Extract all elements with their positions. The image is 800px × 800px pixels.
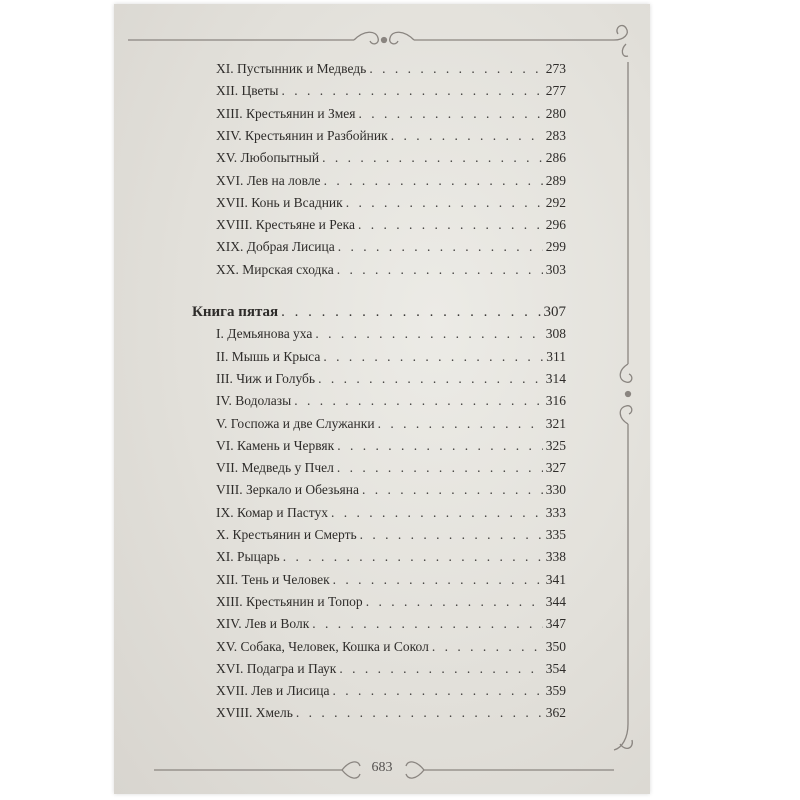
entry-page-number: 296 [545, 217, 566, 233]
entry-title: IX. Комар и Пастух [216, 504, 328, 520]
toc-entry [216, 349, 566, 371]
leader-dots [333, 572, 543, 588]
entry-page-number: 286 [545, 150, 566, 166]
entry-title: XV. Любопытный [216, 150, 320, 166]
toc-entry [216, 639, 566, 661]
entry-title: XI. Рыцарь [216, 549, 280, 565]
entry-page-number: 354 [545, 660, 566, 676]
entry-title: XVIII. Крестьяне и Река [216, 217, 355, 233]
toc-entry [216, 572, 566, 594]
toc-entry [216, 594, 566, 616]
entry-page-number: 344 [545, 593, 566, 609]
leader-dots [358, 106, 542, 122]
toc-entry [216, 195, 566, 217]
entry-page-number: 280 [545, 105, 566, 121]
entry-page-number: 289 [545, 172, 566, 188]
toc-entry [216, 505, 566, 527]
entry-page-number: 333 [545, 504, 566, 520]
entry-page-number: 283 [545, 127, 566, 143]
entry-title: XIII. Крестьянин и Змея [216, 105, 356, 121]
leader-dots [360, 527, 543, 543]
entry-title: VII. Медведь у Пчел [216, 460, 334, 476]
page-number: 683 [371, 760, 393, 775]
entry-title: XVI. Лев на ловле [216, 172, 321, 188]
section-title: Книга пятая [192, 304, 279, 320]
toc-entry [216, 61, 566, 83]
leader-dots [323, 349, 543, 365]
entry-page-number: 299 [545, 239, 566, 255]
entry-title: XIV. Крестьянин и Разбойник [216, 127, 388, 143]
toc-entry [216, 393, 566, 415]
toc-entry [216, 326, 566, 348]
leader-dots [338, 239, 543, 255]
toc-entry [216, 683, 566, 705]
toc-entry [216, 482, 566, 504]
entry-page-number: 303 [545, 261, 566, 277]
leader-dots [324, 173, 543, 189]
entry-title: XVII. Конь и Всадник [216, 194, 343, 210]
leader-dots [432, 639, 543, 655]
toc-entry [216, 106, 566, 128]
entry-title: X. Крестьянин и Смерть [216, 527, 357, 542]
entry-title: XVI. Подагра и Паук [216, 660, 337, 676]
toc-entry [216, 150, 566, 172]
leader-dots [366, 594, 543, 610]
leader-dots [282, 83, 543, 99]
leader-dots [281, 304, 540, 321]
entry-title: XV. Собака, Человек, Кошка и Сокол [216, 638, 429, 654]
book-page [114, 4, 650, 794]
entry-title: XII. Цветы [216, 83, 279, 99]
entry-title: XVII. Лев и Лисица [216, 683, 330, 699]
leader-dots [294, 393, 543, 409]
toc-entry [216, 128, 566, 150]
toc-entry [216, 549, 566, 571]
leader-dots [378, 416, 543, 432]
entry-page-number: 308 [545, 326, 566, 342]
toc-entry [216, 460, 566, 482]
toc-section-heading [192, 304, 566, 326]
leader-dots [346, 195, 543, 211]
toc-entry [216, 438, 566, 460]
leader-dots [339, 661, 542, 677]
toc-entry [216, 217, 566, 239]
toc-entry [216, 371, 566, 393]
entry-title: XIV. Лев и Волк [216, 616, 310, 632]
entry-title: IV. Водолазы [216, 393, 292, 409]
toc-entry [216, 616, 566, 638]
entry-page-number: 327 [545, 460, 566, 476]
toc-entry [216, 83, 566, 105]
table-of-contents [114, 4, 650, 794]
entry-title: I. Демьянова уха [216, 326, 313, 342]
leader-dots [391, 128, 543, 144]
entry-title: XVIII. Хмель [216, 705, 293, 721]
leader-dots [337, 460, 543, 476]
entry-page-number: 325 [545, 437, 566, 453]
leader-dots [369, 61, 542, 77]
leader-dots [337, 262, 543, 278]
entry-title: XII. Тень и Человек [216, 571, 330, 587]
toc-entry [216, 262, 566, 284]
toc-entry [216, 173, 566, 195]
entry-page-number: 314 [545, 370, 566, 386]
entry-page-number: 338 [545, 549, 566, 565]
leader-dots [318, 371, 543, 387]
entry-page-number: 359 [545, 683, 566, 699]
entry-title: XX. Мирская сходка [216, 261, 334, 277]
entry-page-number: 321 [545, 415, 566, 431]
entry-page-number: 330 [545, 482, 566, 498]
leader-dots [283, 549, 543, 565]
toc-entry [216, 239, 566, 261]
entry-title: VIII. Зеркало и Обезьяна [216, 482, 359, 498]
toc-entry [216, 661, 566, 683]
leader-dots [337, 438, 543, 454]
leader-dots [362, 482, 543, 498]
entry-title: XI. Пустынник и Медведь [216, 61, 367, 76]
entry-title: III. Чиж и Голубь [216, 370, 316, 386]
entry-title: VI. Камень и Червяк [216, 437, 335, 453]
entry-title: II. Мышь и Крыса [216, 348, 321, 364]
leader-dots [358, 217, 543, 233]
leader-dots [322, 150, 543, 166]
leader-dots [296, 705, 543, 721]
entry-page-number: 311 [546, 348, 566, 364]
leader-dots [312, 616, 542, 632]
toc-entry [216, 527, 566, 549]
leader-dots [332, 683, 542, 699]
toc-entry [216, 416, 566, 438]
entry-page-number: 273 [545, 61, 566, 76]
leader-dots [315, 326, 542, 342]
entry-page-number: 335 [545, 527, 566, 542]
entry-page-number: 362 [545, 705, 566, 721]
entry-title: XIII. Крестьянин и Топор [216, 593, 363, 609]
entry-page-number: 277 [545, 83, 566, 99]
section-page-number: 307 [543, 304, 566, 320]
entry-title: XIX. Добрая Лисица [216, 239, 335, 255]
entry-title: V. Госпожа и две Служанки [216, 415, 375, 431]
entry-page-number: 341 [545, 571, 566, 587]
entry-page-number: 350 [545, 638, 566, 654]
entry-page-number: 316 [545, 393, 566, 409]
leader-dots [331, 505, 543, 521]
entry-page-number: 292 [545, 194, 566, 210]
entry-page-number: 347 [545, 616, 566, 632]
toc-entry [216, 705, 566, 727]
